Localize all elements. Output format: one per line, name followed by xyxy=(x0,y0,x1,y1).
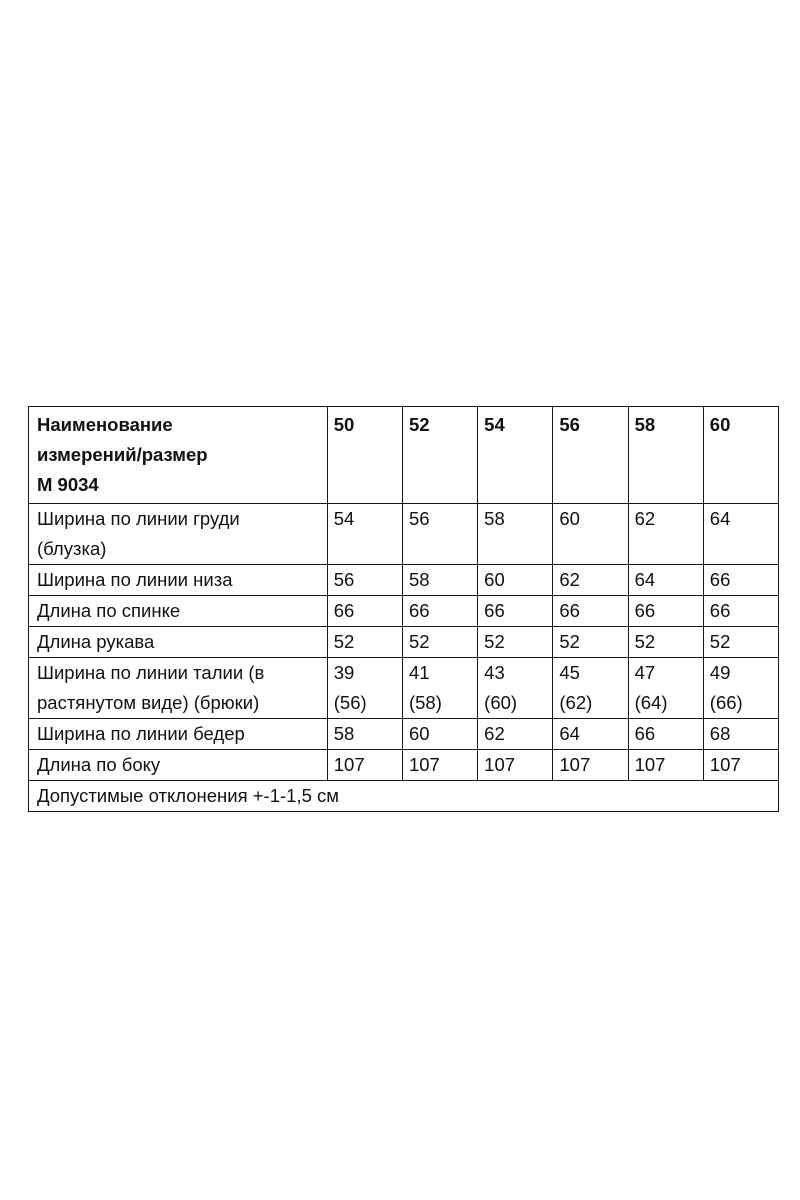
measurement-value: 56 xyxy=(333,569,355,590)
measurement-value-cell xyxy=(478,627,553,658)
measurement-value-cell xyxy=(478,565,553,596)
measurement-value: 107 xyxy=(333,754,365,775)
measurement-value: 52 xyxy=(709,631,731,652)
measurement-value: 58 xyxy=(408,569,430,590)
measurement-value: 52 xyxy=(634,631,656,652)
measurement-value: (56) xyxy=(333,692,367,713)
measurement-value-cell xyxy=(402,658,477,719)
measurement-value-cell xyxy=(327,719,402,750)
measurement-value: 66 xyxy=(559,600,580,621)
measurement-value-cell xyxy=(703,504,778,565)
table-row xyxy=(29,719,779,750)
measurement-value: 64 xyxy=(634,569,656,590)
measurement-name-cell xyxy=(29,627,328,658)
measurement-value-cell xyxy=(628,750,703,781)
table-header xyxy=(29,407,779,504)
measurement-value-cell xyxy=(327,627,402,658)
measurement-value: 107 xyxy=(709,754,741,775)
header-row xyxy=(29,407,779,504)
measurement-value: 45 xyxy=(559,662,580,683)
measurement-value: 58 xyxy=(333,723,355,744)
measurement-value-cell xyxy=(703,627,778,658)
header-size-58: 58 xyxy=(628,407,703,504)
measurement-value: 64 xyxy=(559,723,580,744)
measurement-value-cell xyxy=(703,719,778,750)
measurement-value: 60 xyxy=(408,723,430,744)
measurement-value-cell xyxy=(553,596,628,627)
measurement-name-line: растянутом виде) (брюки) xyxy=(37,692,260,713)
measurement-value-cell xyxy=(628,504,703,565)
header-size-50: 50 xyxy=(327,407,402,504)
measurement-value-cell xyxy=(553,750,628,781)
measurement-value-cell xyxy=(327,565,402,596)
measurement-name-line: Ширина по линии бедер xyxy=(37,723,245,744)
table-footer xyxy=(29,781,779,812)
table-row xyxy=(29,596,779,627)
measurement-value: 52 xyxy=(408,631,430,652)
measurement-value: 62 xyxy=(559,569,580,590)
measurement-name-line: Длина рукава xyxy=(37,631,155,652)
size-chart-table xyxy=(28,406,779,812)
measurement-value: 60 xyxy=(559,508,580,529)
measurement-value: 39 xyxy=(333,662,355,683)
measurement-value-cell xyxy=(553,627,628,658)
measurement-value: 66 xyxy=(709,600,731,621)
measurement-value: 66 xyxy=(408,600,430,621)
measurement-value-cell xyxy=(703,565,778,596)
measurement-value-cell xyxy=(478,658,553,719)
measurement-value-cell xyxy=(327,658,402,719)
measurement-value: 107 xyxy=(484,754,516,775)
measurement-value-cell xyxy=(553,658,628,719)
header-name-line: измерений/размер xyxy=(37,444,208,465)
measurement-value: 58 xyxy=(484,508,505,529)
measurement-value: (60) xyxy=(484,692,518,713)
measurement-value: 47 xyxy=(634,662,656,683)
measurement-value: 66 xyxy=(709,569,731,590)
measurement-value: 54 xyxy=(333,508,355,529)
measurement-name-line: Ширина по линии низа xyxy=(37,569,233,590)
measurement-name-line: Ширина по линии груди xyxy=(37,508,240,529)
measurement-value: 52 xyxy=(484,631,505,652)
measurement-value: 56 xyxy=(408,508,430,529)
measurement-value-cell xyxy=(703,658,778,719)
table-row xyxy=(29,658,779,719)
measurement-value: 64 xyxy=(709,508,731,529)
measurement-value: 66 xyxy=(484,600,505,621)
measurement-value: 62 xyxy=(484,723,505,744)
measurement-value: 41 xyxy=(408,662,430,683)
header-size-52: 52 xyxy=(402,407,477,504)
table-row xyxy=(29,504,779,565)
measurement-value-cell xyxy=(628,719,703,750)
measurement-value: 49 xyxy=(709,662,731,683)
measurement-value: 66 xyxy=(333,600,355,621)
measurement-name-line: Ширина по линии талии (в xyxy=(37,662,265,683)
measurement-value: 52 xyxy=(333,631,355,652)
measurement-name-cell xyxy=(29,719,328,750)
measurement-value: (62) xyxy=(559,692,593,713)
measurement-value: 107 xyxy=(559,754,591,775)
measurement-value: (64) xyxy=(634,692,668,713)
table-row xyxy=(29,750,779,781)
measurement-name-cell xyxy=(29,658,328,719)
measurement-value-cell xyxy=(628,565,703,596)
measurement-value-cell xyxy=(327,750,402,781)
measurement-name-cell xyxy=(29,596,328,627)
header-size-56: 56 xyxy=(553,407,628,504)
header-name-line: Наименование xyxy=(37,414,173,435)
measurement-value: 66 xyxy=(634,723,656,744)
measurement-value: 52 xyxy=(559,631,580,652)
measurement-value: (58) xyxy=(408,692,442,713)
header-name-cell xyxy=(29,407,328,504)
measurement-value-cell xyxy=(478,750,553,781)
measurement-name-cell xyxy=(29,750,328,781)
table-row xyxy=(29,627,779,658)
measurement-value: 66 xyxy=(634,600,656,621)
measurement-value: (66) xyxy=(709,692,743,713)
measurement-value-cell xyxy=(327,596,402,627)
table-row xyxy=(29,565,779,596)
measurement-value-cell xyxy=(703,750,778,781)
header-size-60: 60 xyxy=(703,407,778,504)
measurement-value-cell xyxy=(553,504,628,565)
measurement-name-line: Длина по спинке xyxy=(37,600,181,621)
measurement-value-cell xyxy=(402,504,477,565)
measurement-name-cell xyxy=(29,504,328,565)
measurement-value-cell xyxy=(553,719,628,750)
measurement-value: 60 xyxy=(484,569,505,590)
measurement-value-cell xyxy=(478,504,553,565)
measurement-value-cell xyxy=(402,719,477,750)
measurement-value-cell xyxy=(628,627,703,658)
measurement-value-cell xyxy=(628,658,703,719)
measurement-value: 107 xyxy=(634,754,666,775)
measurement-value: 68 xyxy=(709,723,731,744)
measurement-name-cell xyxy=(29,565,328,596)
measurement-value-cell xyxy=(628,596,703,627)
footnote-row xyxy=(29,781,779,812)
measurement-value: 62 xyxy=(634,508,656,529)
measurement-value-cell xyxy=(327,504,402,565)
measurement-value-cell xyxy=(402,565,477,596)
measurement-name-line: Длина по боку xyxy=(37,754,161,775)
measurement-value-cell xyxy=(553,565,628,596)
measurement-value: 43 xyxy=(484,662,505,683)
measurement-value-cell xyxy=(402,596,477,627)
measurement-name-line: (блузка) xyxy=(37,538,107,559)
measurement-value-cell xyxy=(703,596,778,627)
tolerance-footnote: Допустимые отклонения +-1-1,5 см xyxy=(29,781,779,812)
header-model-number: М 9034 xyxy=(37,474,99,495)
measurement-value-cell xyxy=(402,750,477,781)
measurement-value-cell xyxy=(478,596,553,627)
measurement-value: 107 xyxy=(408,754,440,775)
measurement-value-cell xyxy=(478,719,553,750)
measurement-value-cell xyxy=(402,627,477,658)
table-body xyxy=(29,504,779,781)
header-size-54: 54 xyxy=(478,407,553,504)
